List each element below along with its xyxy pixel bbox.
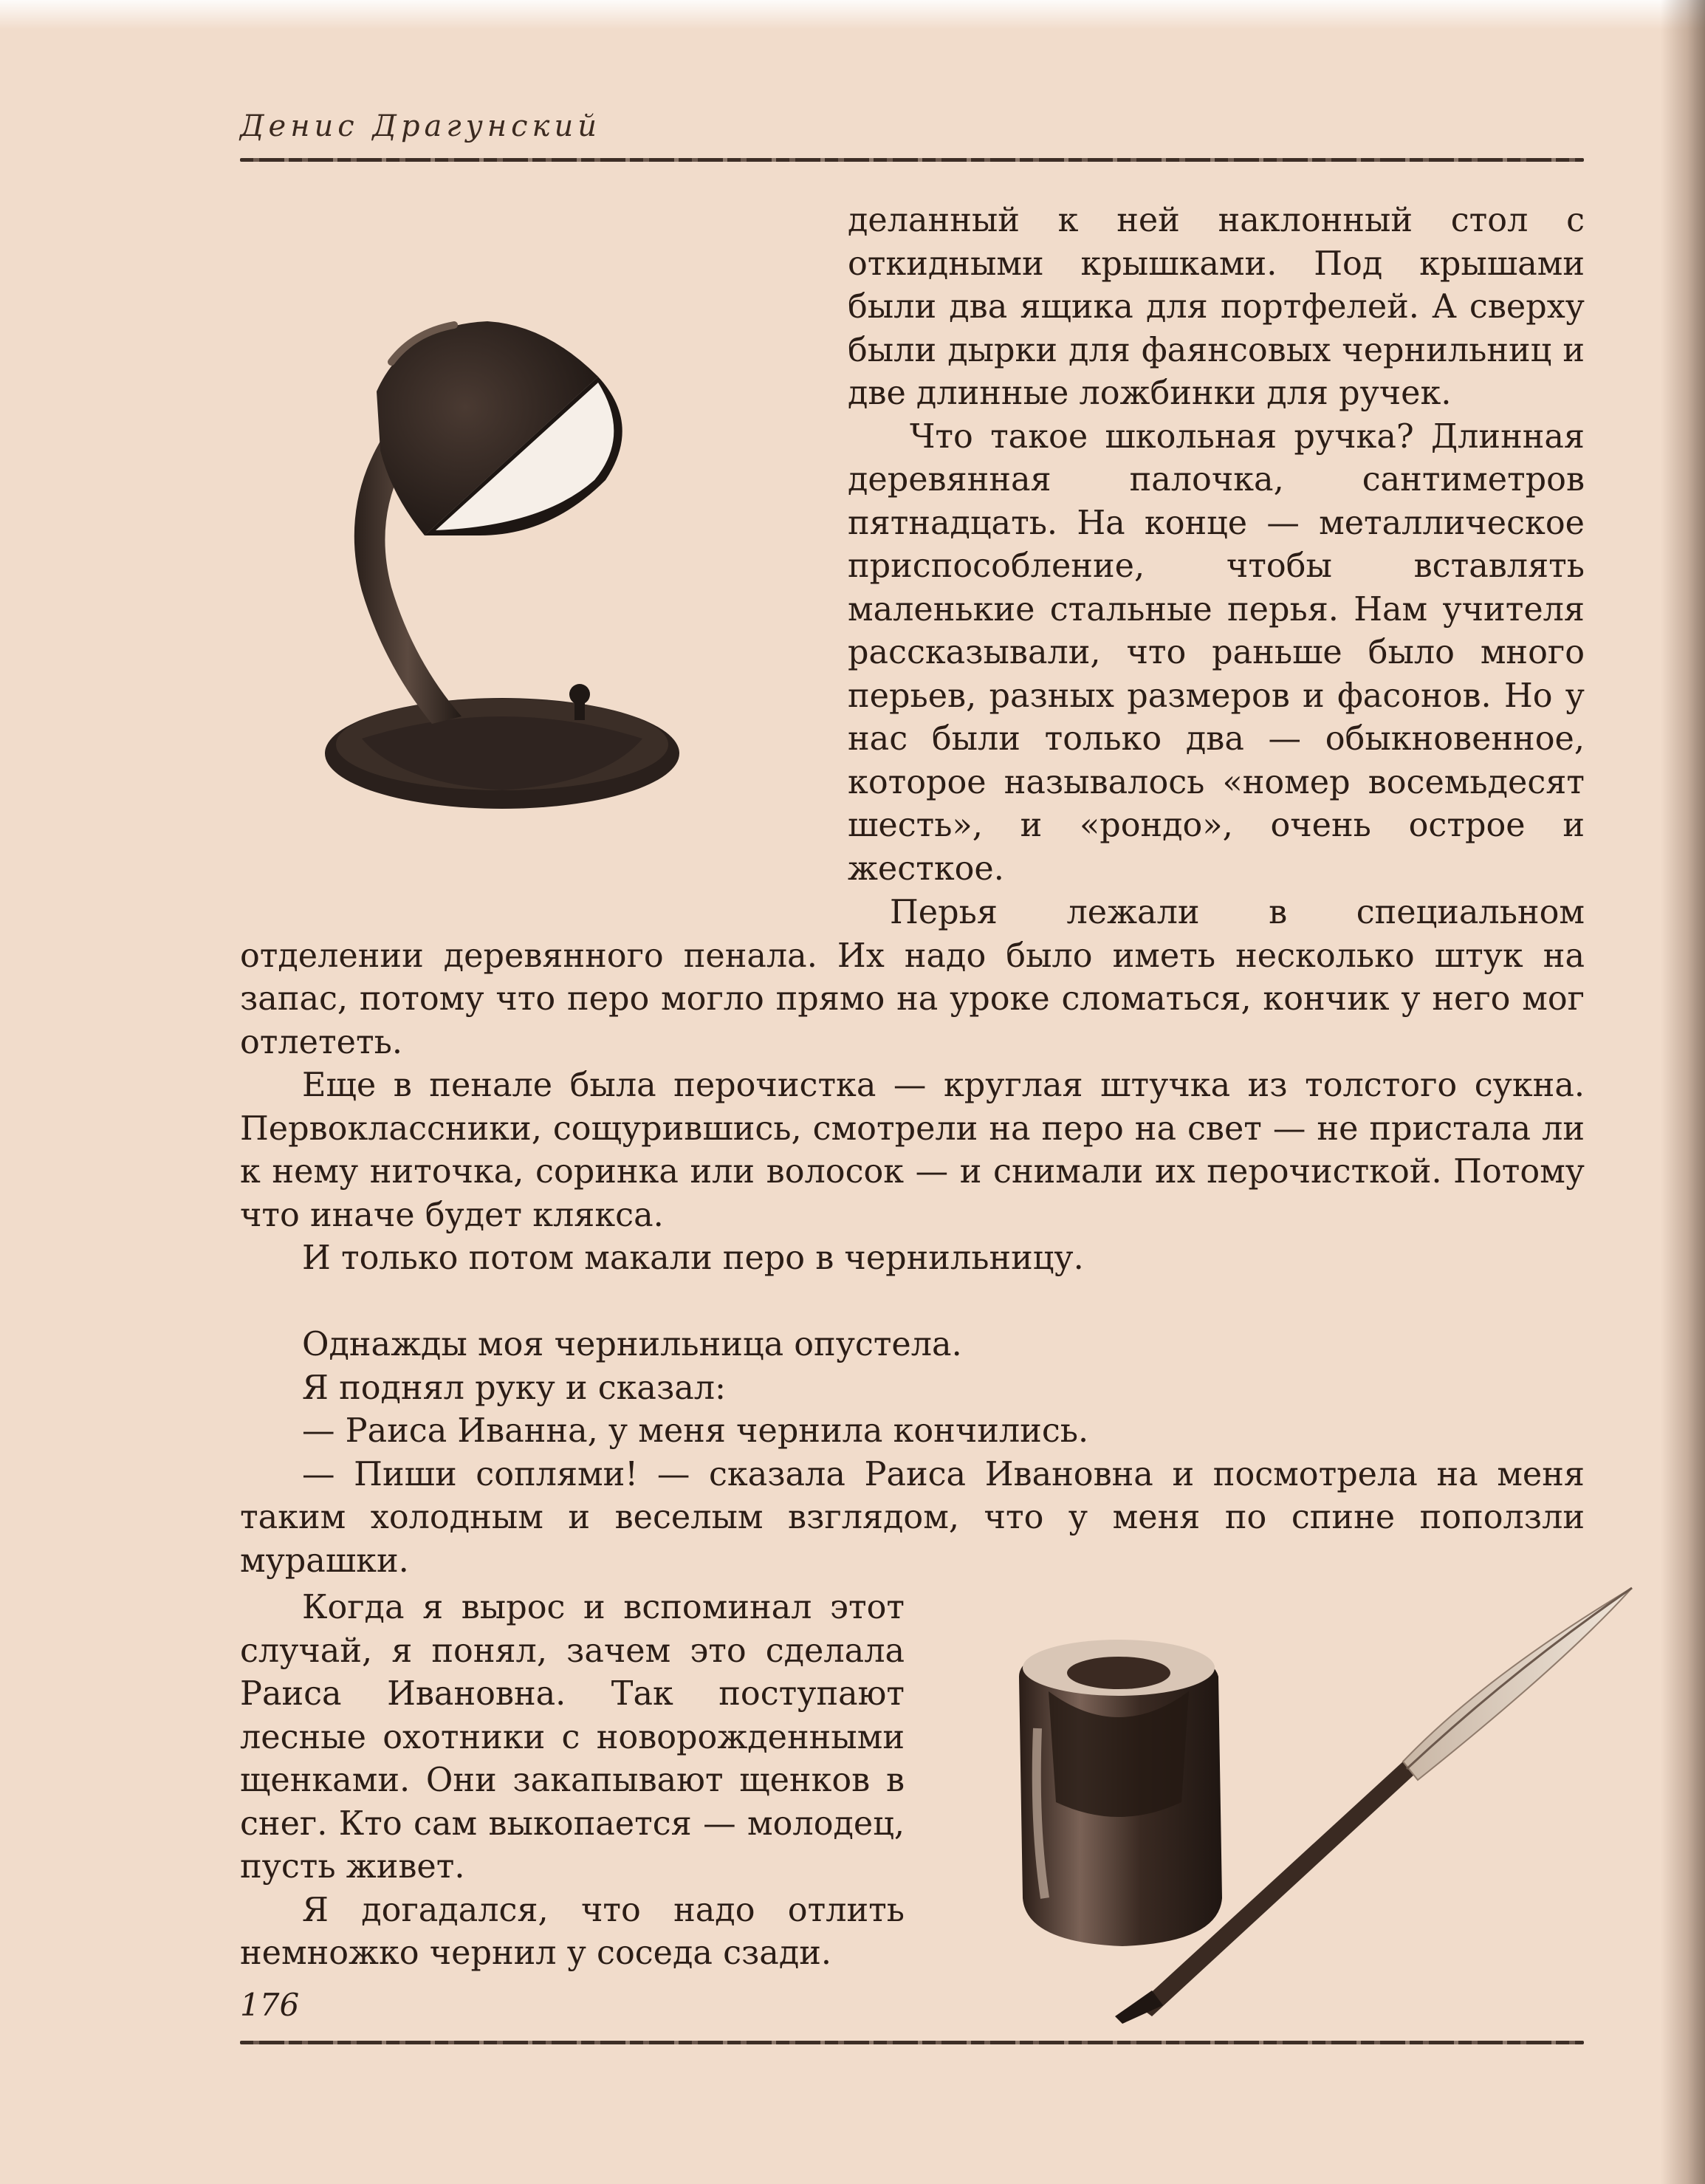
paragraph: Что такое школьная ручка? Длинная деревянная палочка, сантиметров пятнадцать. На конце — металлическое приспособление, чтобы вставлять маленькие стальные перья. Нам учителя рассказывали, что раньше было много перьев, разных размеров и фасонов. Но у нас были только два — обыкновенное, которое называлось «номер восемьдесят шесть», и «рондо», очень острое и жесткое. [848, 417, 1585, 888]
dialogue-line: — Раиса Иванна, у меня чернила кончились. [302, 1412, 1089, 1450]
paragraph: деланный к ней наклонный стол с откидными крышками. Под крышами были два ящика для портфелей. А сверху были дырки для фаянсовых чернильниц и две длинные ложбинки для ручек. [848, 202, 1585, 412]
footer-rule [240, 2041, 1584, 2044]
paragraph: И только потом макали перо в чернильницу. [302, 1239, 1084, 1277]
dialogue-line: — Пиши соплями! — сказала Раиса Ивановна и посмотрела на меня таким холодным и веселым взглядом, что у меня по спине поползли мурашки. [240, 1455, 1585, 1580]
full-width-text [240, 891, 1585, 1583]
running-header-author: Денис Драгунский [240, 109, 601, 143]
desk-lamp-icon [295, 251, 709, 842]
inkwell-with-pen-icon [1004, 1581, 1639, 2024]
right-column-text [848, 199, 1585, 891]
left-column-text [240, 1586, 905, 1976]
paragraph: Я догадался, что надо отлить немножко чернил у соседа сзади. [240, 1891, 905, 1972]
page-number: 176 [240, 1987, 300, 2023]
header-rule [240, 158, 1584, 162]
page-gutter-shadow [1661, 0, 1705, 2184]
paragraph: Я поднял руку и сказал: [302, 1369, 727, 1407]
paragraph: Еще в пенале была перочистка — круглая штучка из толстого сукна. Первоклассники, сощурившись, смотрели на перо на свет — не пристала ли к нему ниточка, соринка или волосок — и снимали их перочисткой. Потому что иначе будет клякса. [240, 1067, 1585, 1234]
page-top-highlight [0, 0, 1705, 30]
paragraph: Однажды моя чернильница опустела. [302, 1326, 962, 1363]
paragraph: Когда я вырос и вспоминал этот случай, я понял, зачем это сделала Раиса Ивановна. Так поступают лесные охотники с новорожденными щенками. Они закапывают щенков в снег. Кто сам выкопается — молодец, пусть живет. [240, 1589, 905, 1886]
paragraph: Перья лежали в специальном отделении деревянного пенала. Их надо было иметь несколько штук на запас, потому что перо могло прямо на уроке сломаться, кончик у него мог отлететь. [240, 894, 1585, 1061]
